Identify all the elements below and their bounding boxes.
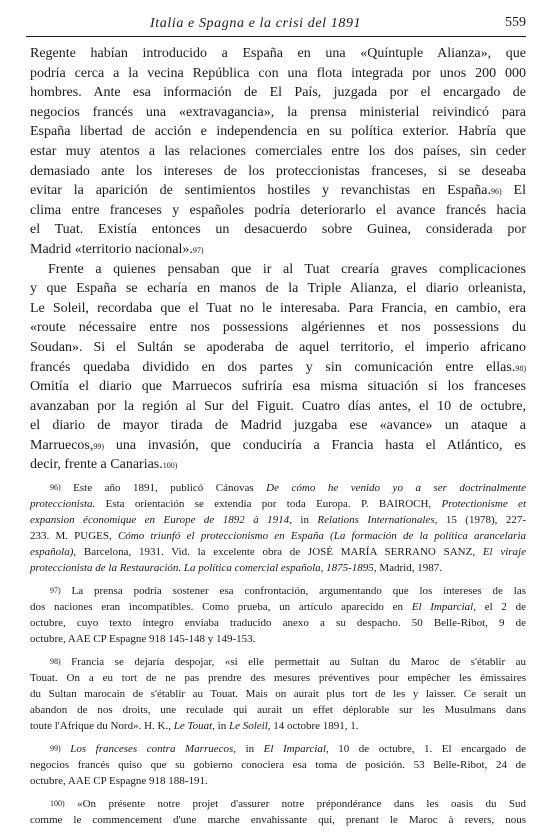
text-line: Omitía el diario que Marruecos sufriría esa misma situación si los franceses bbox=[30, 379, 526, 395]
text-segment: El Imparcial bbox=[411, 601, 474, 613]
footnote-97 bbox=[30, 583, 526, 647]
text-segment: evitar la aparición de sentimientos hostiles y revanchistas en España. bbox=[30, 183, 492, 199]
footnote-ref-97: 97) bbox=[192, 245, 204, 255]
text-segment: decir, frente a Canarias. bbox=[30, 457, 163, 473]
footnote-100 bbox=[30, 796, 526, 828]
footnote-ref-96: 96) bbox=[491, 187, 502, 197]
footnote-line bbox=[30, 583, 526, 599]
footnote-line: abandon de nos droits, une reculade qui aurait un effet déplorable sur les Musulmans dans bbox=[30, 704, 526, 716]
text-line: hombres. Ante esa información de El País, juzgada por el encargado de bbox=[30, 85, 526, 101]
text-segment: El Imparcial bbox=[263, 743, 326, 755]
footnote-98 bbox=[30, 654, 526, 734]
text-segment bbox=[61, 743, 71, 755]
text-segment: , 15 (1978), 227- bbox=[434, 514, 526, 526]
text-segment: , el 2 de bbox=[473, 601, 526, 613]
footnote-ref-100: 100) bbox=[162, 461, 178, 471]
text-line: estar muy atentos a las relaciones comerciales entre los dos países, sin ceder bbox=[30, 143, 526, 159]
footnote-number: 97) bbox=[50, 586, 61, 595]
text-segment: , Barcelona, 1931. Vid. la excelente obra de JOSÉ MARÍA SERRANO SANZ, bbox=[73, 546, 483, 558]
text-segment: De cómo he venido yo a ser doctrinalmente bbox=[266, 482, 527, 494]
text-segment: , in bbox=[289, 514, 318, 526]
footnote-number: 96) bbox=[50, 483, 61, 492]
text-line: y que España se echaría en manos de la Triple Alianza, el diario orleanista, bbox=[30, 281, 526, 297]
footnote-number: 99) bbox=[50, 744, 61, 753]
text-segment: dos naciones eran incompatibles. Como prueba, un artículo aparecido en bbox=[30, 601, 412, 613]
footnote-96 bbox=[30, 480, 526, 576]
text-segment: expansion économique en Europe de 1892 à 1914 bbox=[30, 514, 290, 526]
text-segment: Protectionisme et bbox=[441, 498, 526, 510]
footnote-line bbox=[30, 496, 526, 512]
footnote-line bbox=[30, 741, 526, 757]
text-segment: Le Touat bbox=[173, 720, 213, 732]
text-segment: Los franceses contra Marruecos bbox=[70, 743, 234, 755]
text-segment: Francia se dejaría despojar, «si elle permettait au Sultan du Maroc de s'établir au bbox=[60, 656, 526, 668]
text-segment: Madrid «territorio nacional». bbox=[30, 241, 193, 257]
text-segment: La prensa podría sostener esa confrontación, argumentando que los intereses de las bbox=[60, 585, 526, 597]
text-line: Le Soleil, recordaba que el Tuat no le interesaba. Para Francia, en cambio, era bbox=[30, 300, 526, 316]
text-line: negocios francés una «extravagancia», la prensa ministerial reivindicó para bbox=[30, 104, 526, 120]
footnotes bbox=[30, 480, 526, 835]
footnote-line: octubre, AAE CP Espagne 918 188-191. bbox=[30, 775, 208, 787]
text-segment: , 10 de octubre, 1. El encargado de bbox=[325, 743, 527, 755]
text-segment: toute l'Afrique du Nord». H. K., bbox=[30, 720, 174, 732]
text-segment: Este año 1891, publicó Cánovas bbox=[60, 482, 267, 494]
text-segment: Esta orientación se extendía por toda Europa. P. BAIROCH, bbox=[95, 498, 442, 510]
footnote-ref-98: 98) bbox=[515, 363, 526, 373]
text-segment: , Madrid, 1987. bbox=[373, 562, 442, 574]
text-segment: francés quedaba dividido en dos partes y sin comunicación entre ellas. bbox=[30, 359, 516, 375]
footnote-line bbox=[30, 512, 526, 528]
footnote-line bbox=[30, 528, 526, 544]
text-segment: «On présente notre projet d'assurer notre prépondérance dans les oasis du Sud bbox=[64, 798, 526, 810]
text-line bbox=[30, 240, 526, 260]
footnote-line bbox=[30, 560, 526, 576]
footnote-number: 100) bbox=[50, 799, 65, 808]
text-line: España libertad de acción e independencia en su política exterior. Habría que bbox=[30, 124, 526, 140]
text-segment: Le Soleil bbox=[228, 720, 268, 732]
running-title: Italia e Spagna e la crisi del 1891 bbox=[150, 16, 362, 31]
footnote-line: Touat. On a eu tort de ne pas prendre des mesures préventives pour empêcher les émissaires bbox=[30, 672, 526, 684]
footnote-line bbox=[30, 599, 526, 615]
footnote-line: comme le commencement d'une marche envahissante qui, prenant le Maroc à revers, nous bbox=[30, 814, 526, 826]
footnote-number: 98) bbox=[50, 657, 61, 666]
text-segment: proteccionista. bbox=[30, 498, 96, 510]
text-segment: , in bbox=[212, 720, 229, 732]
text-segment: El viraje bbox=[482, 546, 527, 558]
text-line: el diario de mayor tirada de Madrid juzgaba ese «avance» un ataque a bbox=[30, 418, 526, 434]
footnote-line: octubre, AAE CP Espagne 918 145-148 y 149-153. bbox=[30, 633, 256, 645]
footnote-line: octubre, cuyo texto íntegro enviaba traducido anexo a su despacho. 50 Belle-Ribot, 9 de bbox=[30, 617, 526, 629]
text-segment: , in bbox=[233, 743, 264, 755]
text-line: Regente habían introducido a España en una «Quíntuple Alianza», que bbox=[30, 46, 526, 61]
text-line bbox=[30, 455, 526, 475]
text-line: demasiado ante los intereses de los proteccionistas franceses, si se deseaba bbox=[30, 163, 526, 179]
text-segment: española) bbox=[30, 546, 74, 558]
text-line: el Tuat. Existía entonces un desacuerdo sobre Guinea, considerada por bbox=[30, 222, 526, 238]
text-segment: Cómo triunfó el proteccionismo en España (La formación de la política arancelaria bbox=[117, 530, 526, 542]
text-line bbox=[30, 358, 526, 378]
text-segment: Relations Internationales bbox=[317, 514, 435, 526]
text-line: clima entre franceses y españoles podría deteriorarlo el avance francés hacia bbox=[30, 202, 526, 218]
footnote-99 bbox=[30, 741, 526, 789]
footnote-line bbox=[30, 544, 526, 560]
text-line bbox=[30, 436, 526, 456]
footnote-line bbox=[30, 654, 526, 670]
footnote-line bbox=[30, 796, 526, 812]
text-line: Soudan». Si el Sultán se apoderaba de aquel territorio, el imperio africano bbox=[30, 339, 526, 355]
footnote-line bbox=[30, 480, 526, 496]
page-header bbox=[26, 14, 526, 37]
footnote-line: negocios francés quiso que su gobierno conociera esa toma de posición. 53 Belle-Ribot, 24 de bbox=[30, 759, 526, 771]
text-segment: El bbox=[501, 183, 527, 199]
text-line: avanzaban por la región al Sur del Figuit. Cuatro días antes, el 10 de octubre, bbox=[30, 398, 526, 414]
text-segment: 233. M. PUGES, bbox=[30, 530, 118, 542]
text-line bbox=[30, 181, 526, 201]
page-number: 559 bbox=[505, 15, 526, 30]
text-segment: proteccionista de la Restauración. La política comercial española, 1875-1895 bbox=[30, 562, 374, 574]
footnote-ref-99: 99) bbox=[93, 441, 105, 451]
text-segment: Marruecos, bbox=[30, 437, 94, 453]
text-line: Frente a quienes pensaban que ir al Tuat crearía graves complicaciones bbox=[48, 261, 526, 277]
text-segment: una invasión, que conduciría a Francia hasta el Atlántico, es bbox=[104, 437, 526, 453]
footnote-line bbox=[30, 718, 526, 734]
text-line: «route nécessaire entre nos possessions algériennes et nos possessions du bbox=[30, 320, 526, 336]
text-segment: , 14 octobre 1891, 1. bbox=[267, 720, 359, 732]
footnote-line: du Sultan marocain de s'établir au Touat. Mais on aurait plus tort de les y laisser. Ce serait un bbox=[30, 688, 526, 700]
main-text bbox=[30, 44, 526, 475]
text-line: podría cerca a la vecina República con una flota integrada por unos 200 000 bbox=[30, 65, 526, 81]
